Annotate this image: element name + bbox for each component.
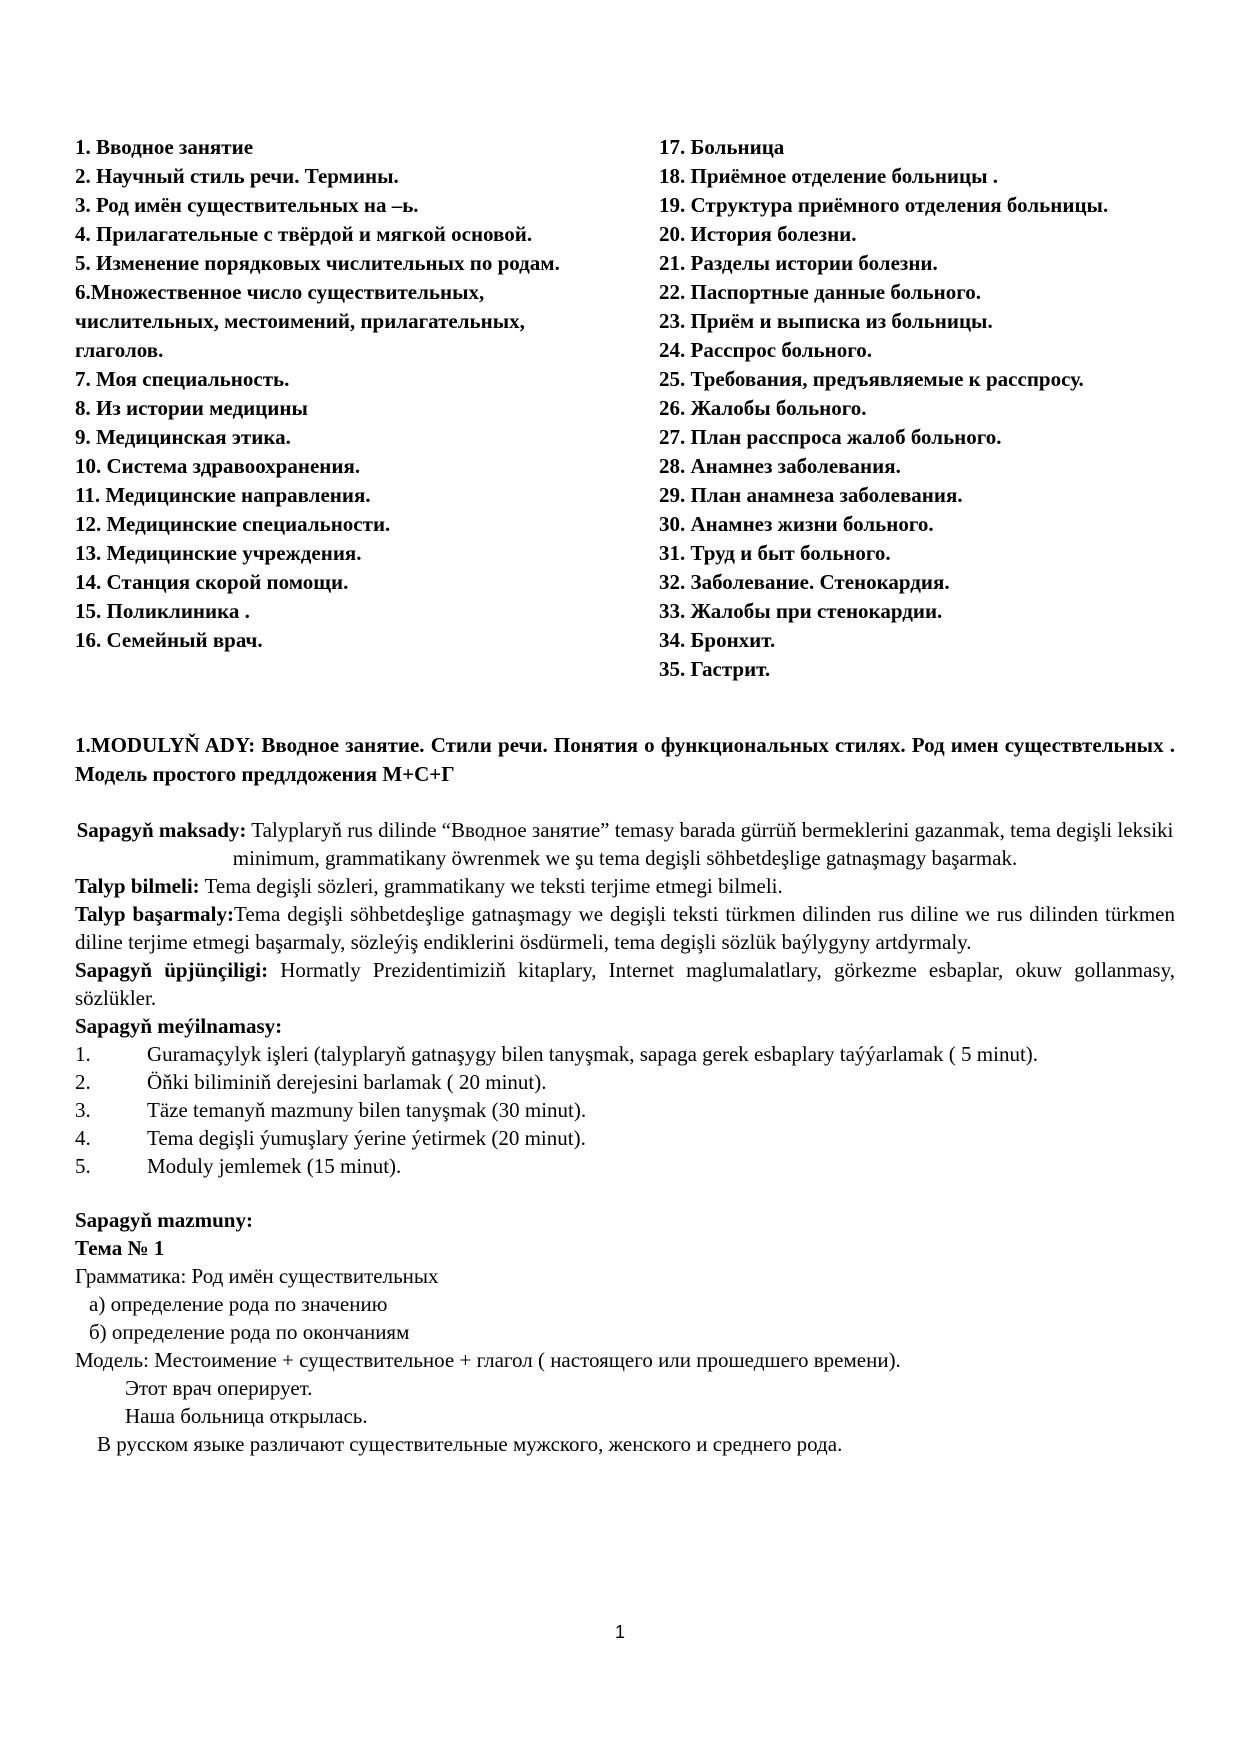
toc-item: 6.Множественное число существительных, числительных, местоимений, прилагательных, глаголов.	[75, 280, 525, 362]
toc-item: 22. Паспортные данные больного.	[659, 280, 982, 304]
must-do-text: Tema degişli söhbetdeşlige gatnaşmagy we degişli teksti türkmen dilinden rus diline we rus dilinden türkmen diline terjime etmegi başarmaly, sözleýiş endiklerini ösdürmeli, tema degişli sözlük baýlygyny artdyrmaly.	[75, 902, 1176, 954]
toc-item: 34. Бронхит.	[659, 628, 776, 652]
model-line: Модель: Местоимение + существительное + глагол ( настоящего или прошедшего времени).	[75, 1348, 901, 1372]
toc-item: 31. Труд и быт больного.	[659, 541, 891, 565]
plan-step-text: Tema degişli ýumuşlary ýerine ýetirmek (20 minut).	[147, 1126, 586, 1150]
toc-item: 9. Медицинская этика.	[75, 425, 291, 449]
toc-column-left	[75, 133, 585, 684]
toc-item: 25. Требования, предъявляемые к расспросу.	[659, 367, 1084, 391]
toc-item: 14. Станция скорой помощи.	[75, 570, 349, 594]
plan-step-text: Öňki biliminiň derejesini barlamak ( 20 minut).	[147, 1070, 547, 1094]
lesson-goal	[75, 816, 1175, 872]
toc-item: 35. Гастрит.	[659, 657, 771, 681]
toc-item: 18. Приёмное отделение больницы .	[659, 164, 999, 188]
example-sentence: Этот врач оперирует.	[125, 1376, 313, 1400]
toc-item: 12. Медицинские специальности.	[75, 512, 391, 536]
toc-item: 17. Больница	[659, 135, 785, 159]
plan-step-text: Moduly jemlemek (15 minut).	[147, 1154, 402, 1178]
toc-item: 11. Медицинские направления.	[75, 483, 371, 507]
toc-item: 5. Изменение порядковых числительных по родам.	[75, 251, 560, 275]
plan-step	[75, 1152, 1175, 1180]
toc-item: 20. История болезни.	[659, 222, 857, 246]
plan-step-number: 2.	[75, 1070, 91, 1094]
page-number: 1	[614, 1622, 625, 1642]
toc-item: 33. Жалобы при стенокардии.	[659, 599, 943, 623]
plan-step	[75, 1040, 1175, 1068]
toc-item: 29. План анамнеза заболевания.	[659, 483, 963, 507]
plan-step-number: 1.	[75, 1042, 91, 1066]
must-do	[75, 900, 1175, 956]
toc-item: 4. Прилагательные с твёрдой и мягкой основой.	[75, 222, 533, 246]
plan-step-number: 5.	[75, 1154, 91, 1178]
toc-item: 27. План расспроса жалоб больного.	[659, 425, 1002, 449]
equipment-label: Sapagyň üpjünçiligi:	[75, 958, 269, 982]
table-of-contents	[75, 133, 1175, 684]
toc-item: 23. Приём и выписка из больницы.	[659, 309, 993, 333]
plan-step	[75, 1124, 1175, 1152]
toc-item: 21. Разделы истории болезни.	[659, 251, 938, 275]
toc-item: 2. Научный стиль речи. Термины.	[75, 164, 399, 188]
toc-item: 19. Структура приёмного отделения больницы.	[659, 193, 1109, 217]
topic-title: Тема № 1	[75, 1236, 165, 1260]
must-know-text: Tema degişli sözleri, grammatikany we teksti terjime etmegi bilmeli.	[199, 874, 783, 898]
toc-item: 28. Анамнез заболевания.	[659, 454, 901, 478]
grammar-line: Грамматика: Род имён существительных	[75, 1264, 439, 1288]
lesson-plan-steps	[75, 1040, 1175, 1180]
toc-item: 7. Моя специальность.	[75, 367, 290, 391]
toc-item: 1. Вводное занятие	[75, 135, 254, 159]
plan-step	[75, 1096, 1175, 1124]
toc-item: 15. Поликлиника .	[75, 599, 250, 623]
plan-step-number: 4.	[75, 1126, 91, 1150]
toc-item: 16. Семейный врач.	[75, 628, 263, 652]
toc-item: 10. Система здравоохранения.	[75, 454, 361, 478]
toc-item: 30. Анамнез жизни больного.	[659, 512, 934, 536]
plan-step-text: Guramaçylyk işleri (talyplaryň gatnaşygy bilen tanyşmak, sapaga gerek esbaplary taýýarlamak ( 5 minut).	[147, 1042, 1039, 1066]
plan-step-number: 3.	[75, 1098, 91, 1122]
lesson-content-label: Sapagyň mazmuny:	[75, 1208, 253, 1232]
grammar-point: б) определение рода по окончаниям	[89, 1320, 410, 1344]
example-sentence: Наша больница открылась.	[125, 1404, 368, 1428]
module-heading: 1.MODULYŇ ADY: Вводное занятие. Стили речи. Понятия о функциональных стилях. Род имен существтельных . Модель простого предлдожения М+С+Г	[75, 733, 1175, 786]
must-do-label: Talyp başarmaly:	[75, 902, 235, 926]
toc-item: 26. Жалобы больного.	[659, 396, 867, 420]
toc-item: 3. Род имён существительных на –ь.	[75, 193, 419, 217]
plan-step	[75, 1068, 1175, 1096]
lesson-goal-text: Talyplaryň rus dilinde “Вводное занятие” temasy barada gürrüň bermeklerini gazanmak, tema degişli leksiki minimum, grammatikany öwrenmek we şu tema degişli söhbetdeşlige gatnaşmagy başarmak.	[232, 818, 1174, 870]
grammar-point: а) определение рода по значению	[89, 1292, 388, 1316]
toc-item: 8. Из истории медицины	[75, 396, 308, 420]
must-know-label: Talyp bilmeli:	[75, 874, 200, 898]
lesson-plan-label: Sapagyň meýilnamasy:	[75, 1014, 283, 1038]
equipment-text: Hormatly Prezidentimiziň kitaplary, Internet maglumalatlary, görkezme esbaplar, okuw gollanmasy, sözlükler.	[75, 958, 1175, 1010]
toc-item: 13. Медицинские учреждения.	[75, 541, 362, 565]
equipment	[75, 956, 1175, 1012]
document-page	[75, 133, 1175, 1458]
lesson-goal-label: Sapagyň maksady:	[76, 818, 247, 842]
toc-item: 24. Расспрос больного.	[659, 338, 873, 362]
closing-sentence: В русском языке различают существительные мужского, женского и среднего рода.	[97, 1432, 843, 1456]
must-know	[75, 872, 1175, 900]
toc-item: 32. Заболевание. Стенокардия.	[659, 570, 950, 594]
toc-column-right	[659, 133, 1175, 684]
plan-step-text: Täze temanyň mazmuny bilen tanyşmak (30 minut).	[147, 1098, 587, 1122]
